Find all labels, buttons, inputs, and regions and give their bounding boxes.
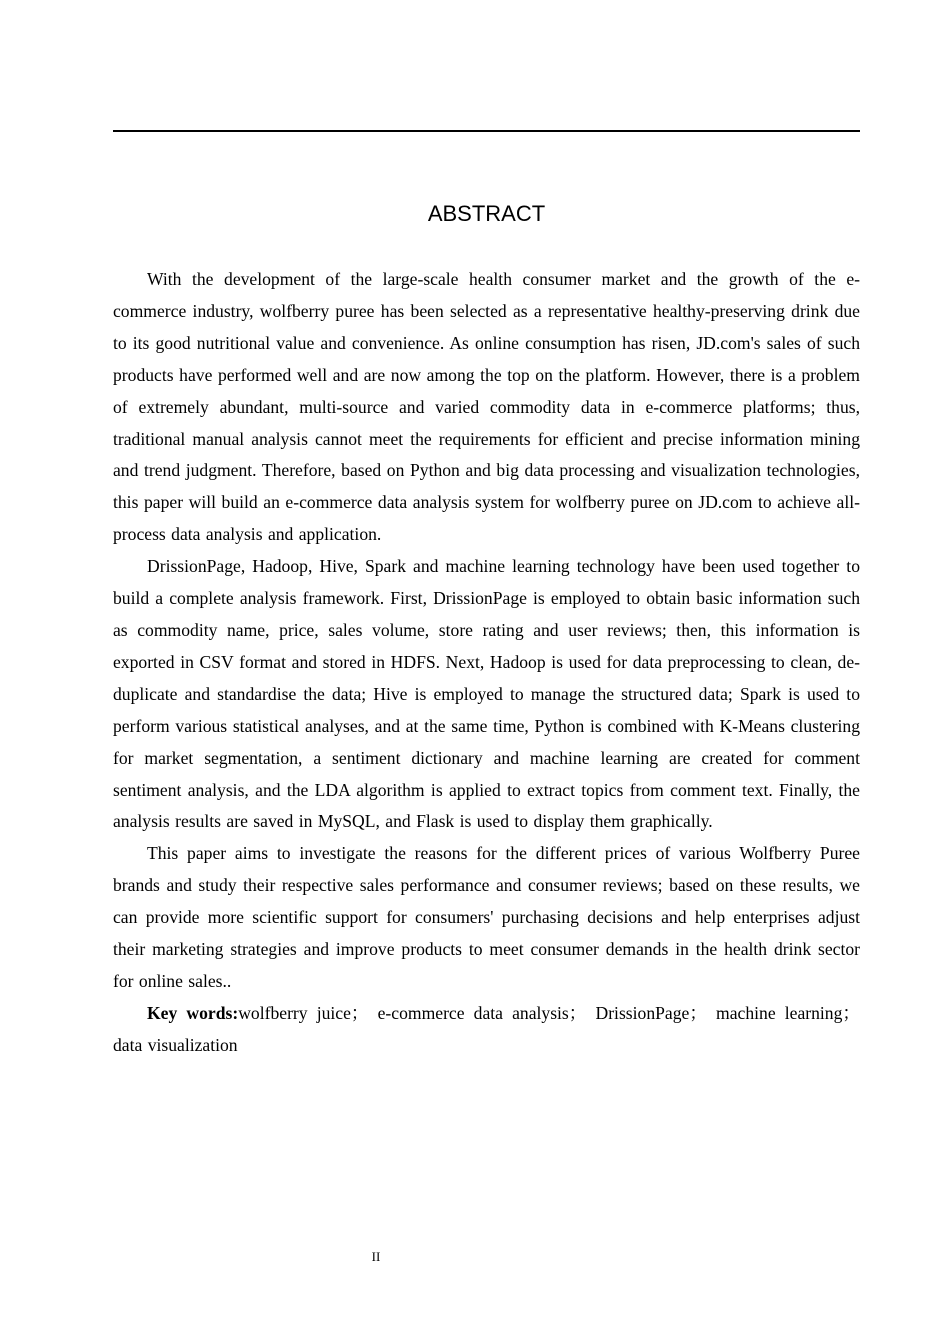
abstract-paragraph-3: This paper aims to investigate the reasons for the different prices of various Wolfberry Puree brands and study their respective sales performance and consumer reviews; based on these results, we can provide more scientific support for consumers' purchasing decisions and help enterprises adjust their marketing strategies and improve products to meet consumer demands in the health drink sector for online sales..: [113, 843, 860, 991]
abstract-paragraph-1: With the development of the large-scale health consumer market and the growth of the e-commerce industry, wolfberry puree has been selected as a representative healthy-preserving drink due to its good nutritional value and convenience. As online consumption has risen, JD.com's sales of such products have performed well and are now among the top on the platform. However, there is a problem of extremely abundant, multi-source and varied commodity data in e-commerce platforms; thus, traditional manual analysis cannot meet the requirements for efficient and precise information mining and trend judgment. Therefore, based on Python and big data processing and visualization technologies, this paper will build an e-commerce data analysis system for wolfberry puree on JD.com to achieve all-process data analysis and application.: [113, 269, 860, 545]
page-number: II: [371, 1249, 381, 1264]
keywords-list: wolfberry juice； e-commerce data analysis； DrissionPage； machine learning； data visualization: [113, 1002, 860, 1055]
header-rule: [113, 130, 860, 132]
abstract-body: [113, 264, 860, 1062]
abstract-title: ABSTRACT: [427, 201, 546, 226]
keywords-label: Key words:: [147, 1002, 239, 1023]
abstract-paragraph-2: DrissionPage, Hadoop, Hive, Spark and machine learning technology have been used together to build a complete analysis framework. First, DrissionPage is employed to obtain basic information such as commodity name, price, sales volume, store rating and user reviews; then, this information is exported in CSV format and stored in HDFS. Next, Hadoop is used for data preprocessing to clean, de-duplicate and standardise the data; Hive is employed to manage the structured data; Spark is used to perform various statistical analyses, and at the same time, Python is combined with K-Means clustering for market segmentation, a sentiment dictionary and machine learning are created for comment sentiment analysis, and the LDA algorithm is applied to extract topics from comment text. Finally, the analysis results are saved in MySQL, and Flask is used to display them graphically.: [113, 556, 860, 832]
keywords-line: [113, 998, 860, 1062]
